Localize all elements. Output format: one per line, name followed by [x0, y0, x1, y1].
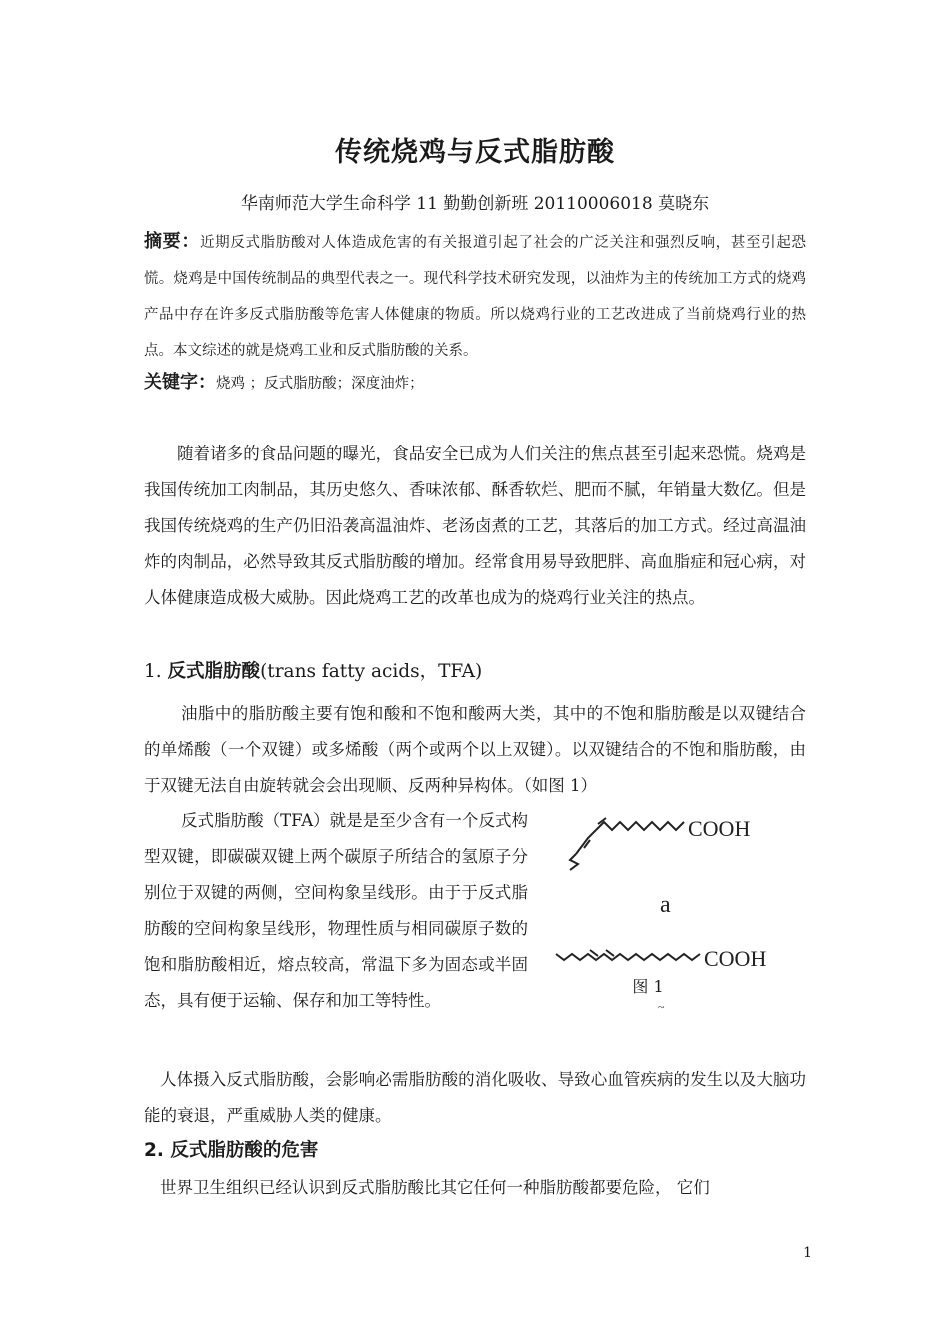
figure-caption: 图 1: [632, 977, 664, 996]
abstract: [144, 224, 806, 369]
section1-heading: [144, 656, 806, 688]
section1-number: 1.: [144, 661, 168, 682]
trans-isomer-structure: [570, 818, 684, 870]
abstract-text: 近期反式脂肪酸对人体造成危害的有关报道引起了社会的广泛关注和强烈反响，甚至引起恐慌。烧鸡是中国传统制品的典型代表之一。现代科学技术研究发现，以油炸为主的传统加工方式的烧鸡产品中存在许多反式脂肪酸等危害人体健康的物质。所以烧鸡行业的工艺改进成了当前烧鸡行业的热点。本文综述的就是烧鸡工业和反式脂肪酸的关系。: [144, 235, 806, 359]
section2-heading: 2. 反式脂肪酸的危害: [144, 1140, 319, 1161]
top-carboxyl-label: COOH: [688, 816, 751, 841]
section1-paragraph-3: 人体摄入反式脂肪酸，会影响必需脂肪酸的消化吸收、导致心血管疾病的发生以及大脑功能的衰退，严重威胁人类的健康。: [144, 1070, 806, 1125]
page-number: 1: [803, 1245, 812, 1261]
section1-title-cn: 反式脂肪酸: [167, 661, 261, 682]
document-title: 传统烧鸡与反式脂肪酸: [335, 137, 615, 168]
keywords: [144, 368, 806, 399]
figure-panel-label: a: [660, 892, 671, 918]
keywords-text: 烧鸡 ；反式脂肪酸；深度油炸；: [216, 376, 424, 392]
abstract-label: 摘要：: [144, 231, 200, 252]
section2-paragraph-1: 世界卫生组织已经认识到反式脂肪酸比其它任何一种脂肪酸都要危险， 它们: [160, 1178, 710, 1197]
intro-paragraph: 随着诸多的食品问题的曝光，食品安全已成为人们关注的焦点甚至引起来恐慌。烧鸡是我国传统加工肉制品，其历史悠久、香味浓郁、酥香软烂、肥而不腻，年销量大数亿。但是我国传统烧鸡的生产仍旧沿袭高温油炸、老汤卤煮的工艺，其落后的加工方式。经过高温油炸的肉制品，必然导致其反式脂肪酸的增加。经常食用易导致肥胖、高血脂症和冠心病，对人体健康造成极大威胁。因此烧鸡工艺的改革也成为的烧鸡行业关注的热点。: [144, 444, 806, 607]
bottom-chain-structure: [556, 950, 700, 960]
author-line: 华南师范大学生命科学 11 勤勤创新班 20110006018 莫晓东: [240, 194, 710, 214]
figure-mark: ~: [658, 1000, 665, 1014]
section1-paragraph-1: 油脂中的脂肪酸主要有饱和酸和不饱和酸两大类，其中的不饱和脂肪酸是以双键结合的单烯酸（一个双键）或多烯酸（两个或两个以上双键）。以双键结合的不饱和脂肪酸，由于双键无法自由旋转就会会出现顺、反两种异构体。（如图 1）: [144, 704, 806, 795]
bottom-carboxyl-label: COOH: [704, 946, 767, 971]
section1-paragraph-2: 反式脂肪酸（TFA）就是是至少含有一个反式构型双键，即碳碳双键上两个碳原子所结合的氢原子分别位于双键的两侧，空间构象呈线形。由于于反式脂肪酸的空间构象呈线形，物理性质与相同碳原子数的饱和脂肪酸相近，熔点较高，常温下多为固态或半固态，具有便于运输、保存和加工等特性。: [144, 811, 528, 1010]
section1-title-en: (trans fatty acids，TFA): [260, 661, 483, 682]
keywords-label: 关键字：: [144, 372, 216, 393]
